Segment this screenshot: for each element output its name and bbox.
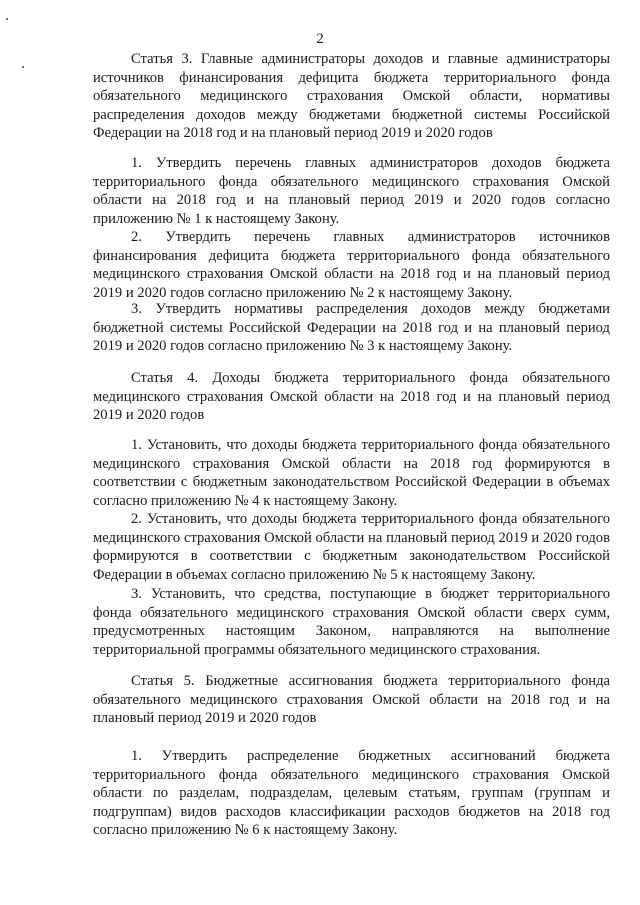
page-number: 2 (316, 31, 324, 47)
article-3-heading: Статья 3. Главные администраторы доходов и главные администраторы источников финансирования дефицита бюджета территориального фонда обязательного медицинского страхования Омской области, нормативы распределения доходов между бюджетами бюджетной системы Российской Федерации на 2018 год и на плановый период 2019 и 2020 годов (93, 51, 610, 142)
scan-mark (22, 66, 24, 68)
article-4-heading: Статья 4. Доходы бюджета территориального фонда обязательного медицинского страхования Омской области на 2018 год и на плановый период 2019 и 2020 годов (93, 370, 610, 424)
article-3-paragraph-2: 2. Утвердить перечень главных администраторов источников финансирования дефицита бюджета территориального фонда обязательного медицинского страхования Омской области на 2018 год и на плановый период 2019 и 2020 годов согласно приложению № 2 к настоящему Закону. (93, 229, 610, 301)
article-5-heading: Статья 5. Бюджетные ассигнования бюджета территориального фонда обязательного медицинского страхования Омской области на 2018 год и на плановый период 2019 и 2020 годов (93, 673, 610, 727)
article-3-paragraph-1: 1. Утвердить перечень главных администраторов доходов бюджета территориального фонда обязательного медицинского страхования Омской области на 2018 год и на плановый период 2019 и 2020 годов согласно приложению № 1 к настоящему Закону. (93, 155, 610, 227)
scan-mark (6, 18, 8, 20)
article-3-paragraph-3: 3. Утвердить нормативы распределения доходов между бюджетами бюджетной системы Российской Федерации на 2018 год и на плановый период 2019 и 2020 годов согласно приложению № 3 к настоящему Закону. (93, 301, 610, 355)
article-4-paragraph-3: 3. Установить, что средства, поступающие в бюджет территориального фонда обязательного медицинского страхования Омской области сверх сумм, предусмотренных настоящим Законом, направляются на выполнение территориальной программы обязательного медицинского страхования. (93, 586, 610, 658)
article-5-paragraph-1: 1. Утвердить распределение бюджетных ассигнований бюджета территориального фонда обязательного медицинского страхования Омской области по разделам, подразделам, целевым статьям, группам (группам и подгруппам) видов расходов классификации расходов бюджетов на 2018 год согласно приложению № 6 к настоящему Закону. (93, 748, 610, 839)
article-4-paragraph-2: 2. Установить, что доходы бюджета территориального фонда обязательного медицинского страхования Омской области на плановый период 2019 и 2020 годов формируются в соответствии с бюджетным законодательством Российской Федерации в объемах согласно приложению № 5 к настоящему Закону. (93, 511, 610, 583)
article-4-paragraph-1: 1. Установить, что доходы бюджета территориального фонда обязательного медицинского страхования Омской области на 2018 год формируются в соответствии с бюджетным законодательством Российской Федерации в объемах согласно приложению № 4 к настоящему Закону. (93, 437, 610, 509)
